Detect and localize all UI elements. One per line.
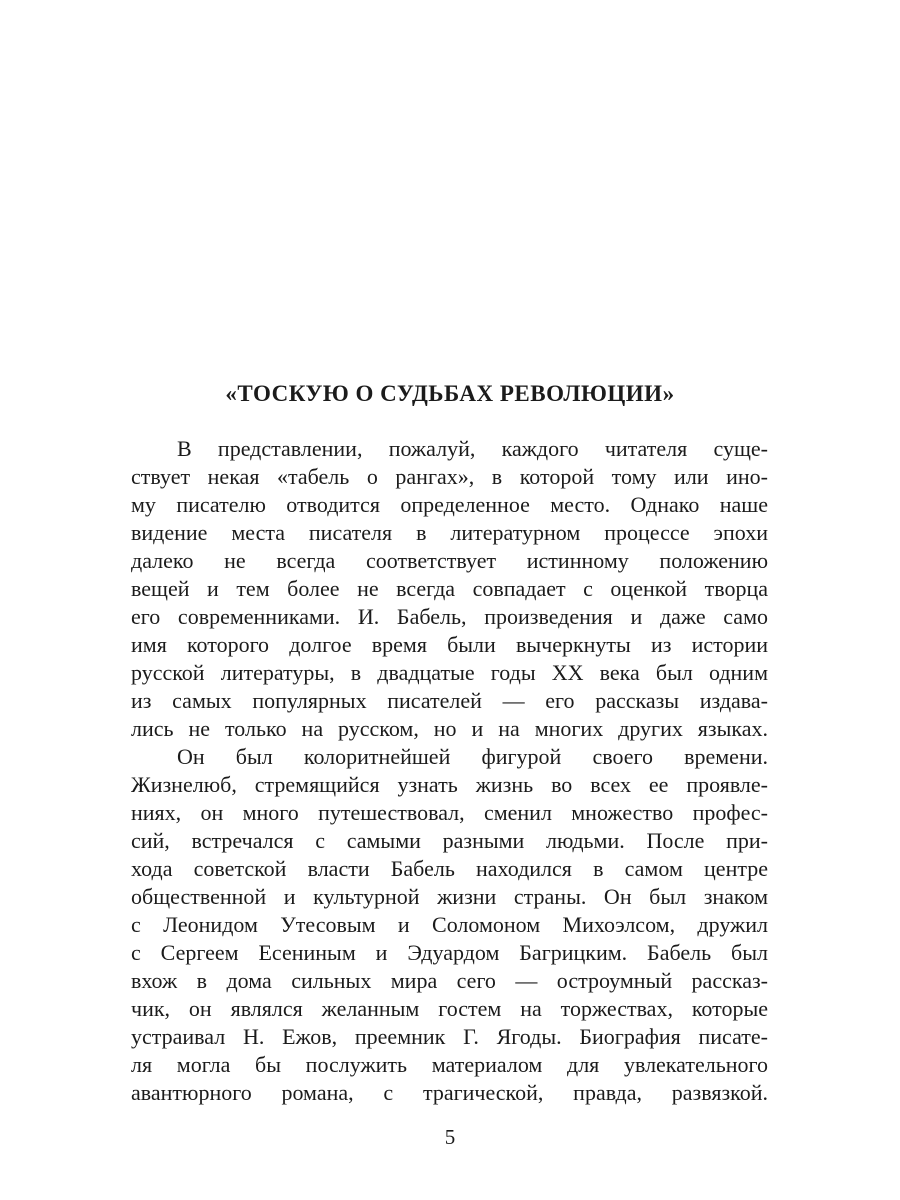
text-line: его современниками. И. Бабель, произведения и даже само bbox=[131, 604, 768, 629]
text-line: В представлении, пожалуй, каждого читателя суще- bbox=[177, 436, 768, 461]
text-line: Жизнелюб, стремящийся узнать жизнь во всех ее проявле- bbox=[131, 772, 768, 797]
text-line: русской литературы, в двадцатые годы XX века был одним bbox=[131, 660, 768, 685]
text-line: сий, встречался с самыми разными людьми. После при- bbox=[131, 828, 768, 853]
text-line: ля могла бы послужить материалом для увлекательного bbox=[131, 1052, 768, 1077]
chapter-title: «ТОСКУЮ О СУДЬБАХ РЕВОЛЮЦИИ» bbox=[225, 381, 675, 406]
text-line: общественной и культурной жизни страны. Он был знаком bbox=[131, 884, 768, 909]
page-number: 5 bbox=[444, 1125, 456, 1149]
text-line: авантюрного романа, с трагической, правда, развязкой. bbox=[131, 1080, 768, 1105]
text-line: видение места писателя в литературном процессе эпохи bbox=[131, 520, 768, 545]
text-line: вещей и тем более не всегда совпадает с оценкой творца bbox=[131, 576, 768, 601]
text-line: устраивал Н. Ежов, преемник Г. Ягоды. Биография писате- bbox=[131, 1024, 768, 1049]
paragraph bbox=[131, 743, 768, 1107]
text-line: вхож в дома сильных мира сего — остроумный рассказ- bbox=[131, 968, 768, 993]
text-line: ствует некая «табель о рангах», в которой тому или ино- bbox=[131, 464, 768, 489]
text-line: ниях, он много путешествовал, сменил множество профес- bbox=[131, 800, 768, 825]
text-line: имя которого долгое время были вычеркнуты из истории bbox=[131, 632, 768, 657]
text-line: му писателю отводится определенное место. Однако наше bbox=[131, 492, 768, 517]
paragraph bbox=[131, 435, 768, 743]
text-line: с Леонидом Утесовым и Соломоном Михоэлсом, дружил bbox=[131, 912, 768, 937]
text-line: хода советской власти Бабель находился в самом центре bbox=[131, 856, 768, 881]
text-line: Он был колоритнейшей фигурой своего времени. bbox=[177, 744, 768, 769]
body-text bbox=[131, 435, 768, 1107]
text-line: из самых популярных писателей — его рассказы издава- bbox=[131, 688, 768, 713]
text-line: чик, он являлся желанным гостем на торжествах, которые bbox=[131, 996, 768, 1021]
text-line: с Сергеем Есениным и Эдуардом Багрицким. Бабель был bbox=[131, 940, 768, 965]
text-line: далеко не всегда соответствует истинному положению bbox=[131, 548, 768, 573]
text-line: лись не только на русском, но и на многих других языках. bbox=[131, 716, 768, 741]
